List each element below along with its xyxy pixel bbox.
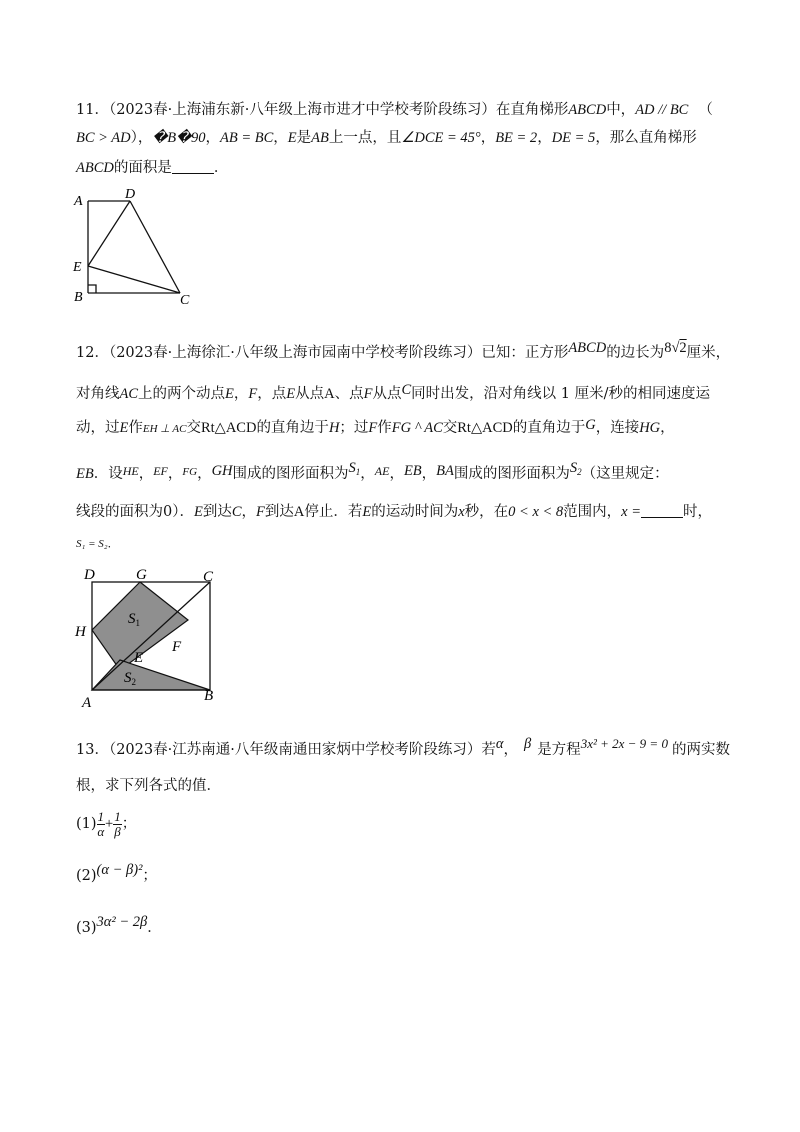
q11-label-d: D [125,187,136,202]
q12-label-s2: $S_2$ [124,670,136,687]
q11-source: （2023春·上海浦东新·八年级上海市进才中学校考阶段练习）在直角梯形 [108,102,569,118]
q13-equation: 3x² + 2x − 9 = 0 [580,736,668,751]
q12-number: 12． [76,345,109,361]
q12-label-f: F [172,639,182,655]
q13-expr-3: 3α² − 2β [96,914,148,930]
q12-label-e: E [134,650,144,666]
q12-source: （2023春·上海徐汇·八年级上海市园南中学校考阶段练习）已知：正方形 [108,345,569,361]
q11-angle-b: �B�90 [152,130,206,146]
q12-range: 0 < x < 8 [508,504,564,520]
q12-s2-region [92,660,210,690]
q11-line-2: BC > AD），�B�90，AB = BC，E是AB上一点，且∠DCE = 45°，BE = 2，DE = 5，那么直角梯形 [76,130,697,146]
q12-label-b: B [204,688,214,704]
q13-line-1: 13．（2023春·江苏南通·八年级南通田家炳中学校考阶段练习）若α， β 是方程3x² + 2x − 9 = 0 的两实数 [76,736,730,758]
q12-label-a: A [82,695,92,711]
q12-figure [72,562,232,712]
q11-de: DE = 5 [551,130,596,146]
q12-square-name: ABCD [568,340,607,356]
q11-number: 11． [76,102,109,118]
q12-label-s1: $S_1$ [128,611,140,628]
q11-label-b: B [74,290,83,305]
q12-line-4: EB．设$^{HE}$，$^{EF}$，$^{FG}$，GH围成的图形面积为$S_1$，$^{AE}$，EB，BA围成的图形面积为$S_2$（这里规定： [76,460,669,482]
q13-part-1: (1) $\frac{1}{\alpha}$ + $\frac{1}{\beta}$ ； [76,808,137,839]
q12-label-h: H [75,624,86,640]
q11-label-a: A [74,194,83,209]
q11-line-1: 11．（2023春·上海浦东新·八年级上海市进才中学校考阶段练习）在直角梯形ABCD中，AD // BC （ [76,102,713,118]
q13-source: （2023春·江苏南通·八年级南通田家炳中学校考阶段练习）若 [108,742,496,758]
q12-line-3: 动，过E作EH ⊥ AC交Rt△ACD的直角边于H；过F作FG ^ AC交Rt△ACD的直角边于G，连接HG， [76,417,675,436]
q13-part-3: (3)3α² − 2β． [76,914,162,936]
q12-line-5: 线段的面积为0）．E到达C，F到达A停止．若E的运动时间为x秒，在0 < x < 8范围内，x = 时， [76,504,713,520]
q13-alpha: α [495,736,504,752]
q12-label-d: D [84,567,95,583]
q12-label-c: C [203,569,214,585]
q12-rt-triangle-1: Rt△ACD [200,420,257,436]
q13-line-2: 根，求下列各式的值． [76,778,221,794]
q13-frac-beta: $\frac{1}{\beta}$ [114,808,121,839]
q13-expr-2: (α − β)² [96,862,143,878]
q12-eh-perp: EH ⊥ AC [142,423,187,435]
q12-s1-eq-s2: S₁ = S₂ [76,538,108,550]
q11-angle-dce: ∠DCE = 45° [401,130,481,146]
q13-part-2: (2)(α − β)²； [76,862,157,884]
q13-frac-alpha: $\frac{1}{\alpha}$ [97,808,105,839]
q11-be: BE = 2 [495,130,538,146]
q11-label-e: E [73,260,82,275]
q12-label-g: G [136,567,147,583]
q12-line-2: 对角线AC上的两个动点E，F，点E从点A、点F从点C同时出发，沿对角线以 1 厘米/秒的相同速度运 [76,382,710,402]
q12-answer-blank[interactable] [641,503,683,518]
q11-ab-eq-bc: AB = BC [219,130,274,146]
q11-condition: BC > AD [76,130,131,146]
q13-number: 13． [76,742,109,758]
q11-figure [70,188,200,308]
q12-line-6: S₁ = S₂． [76,537,119,550]
q11-answer-blank[interactable] [172,159,214,174]
q11-label-c: C [180,293,190,308]
q12-line-1: 12．（2023春·上海徐汇·八年级上海市园南中学校考阶段练习）已知：正方形ABCD的边长为8√2厘米， [76,340,731,361]
q11-parallel: AD // BC [635,102,689,118]
q11-trapezoid-name: ABCD [568,102,607,118]
q13-beta: β [523,736,532,752]
q11-line-3: ABCD的面积是 ． [76,160,229,176]
q12-rt-triangle-2: Rt△ACD [457,420,513,436]
q12-fg-perp: FG ^ AC [391,420,443,436]
q12-side-length: 8√2 [664,340,687,356]
q12-s2: $S_2$ [569,460,582,477]
q12-s1: $S_1$ [348,460,361,477]
